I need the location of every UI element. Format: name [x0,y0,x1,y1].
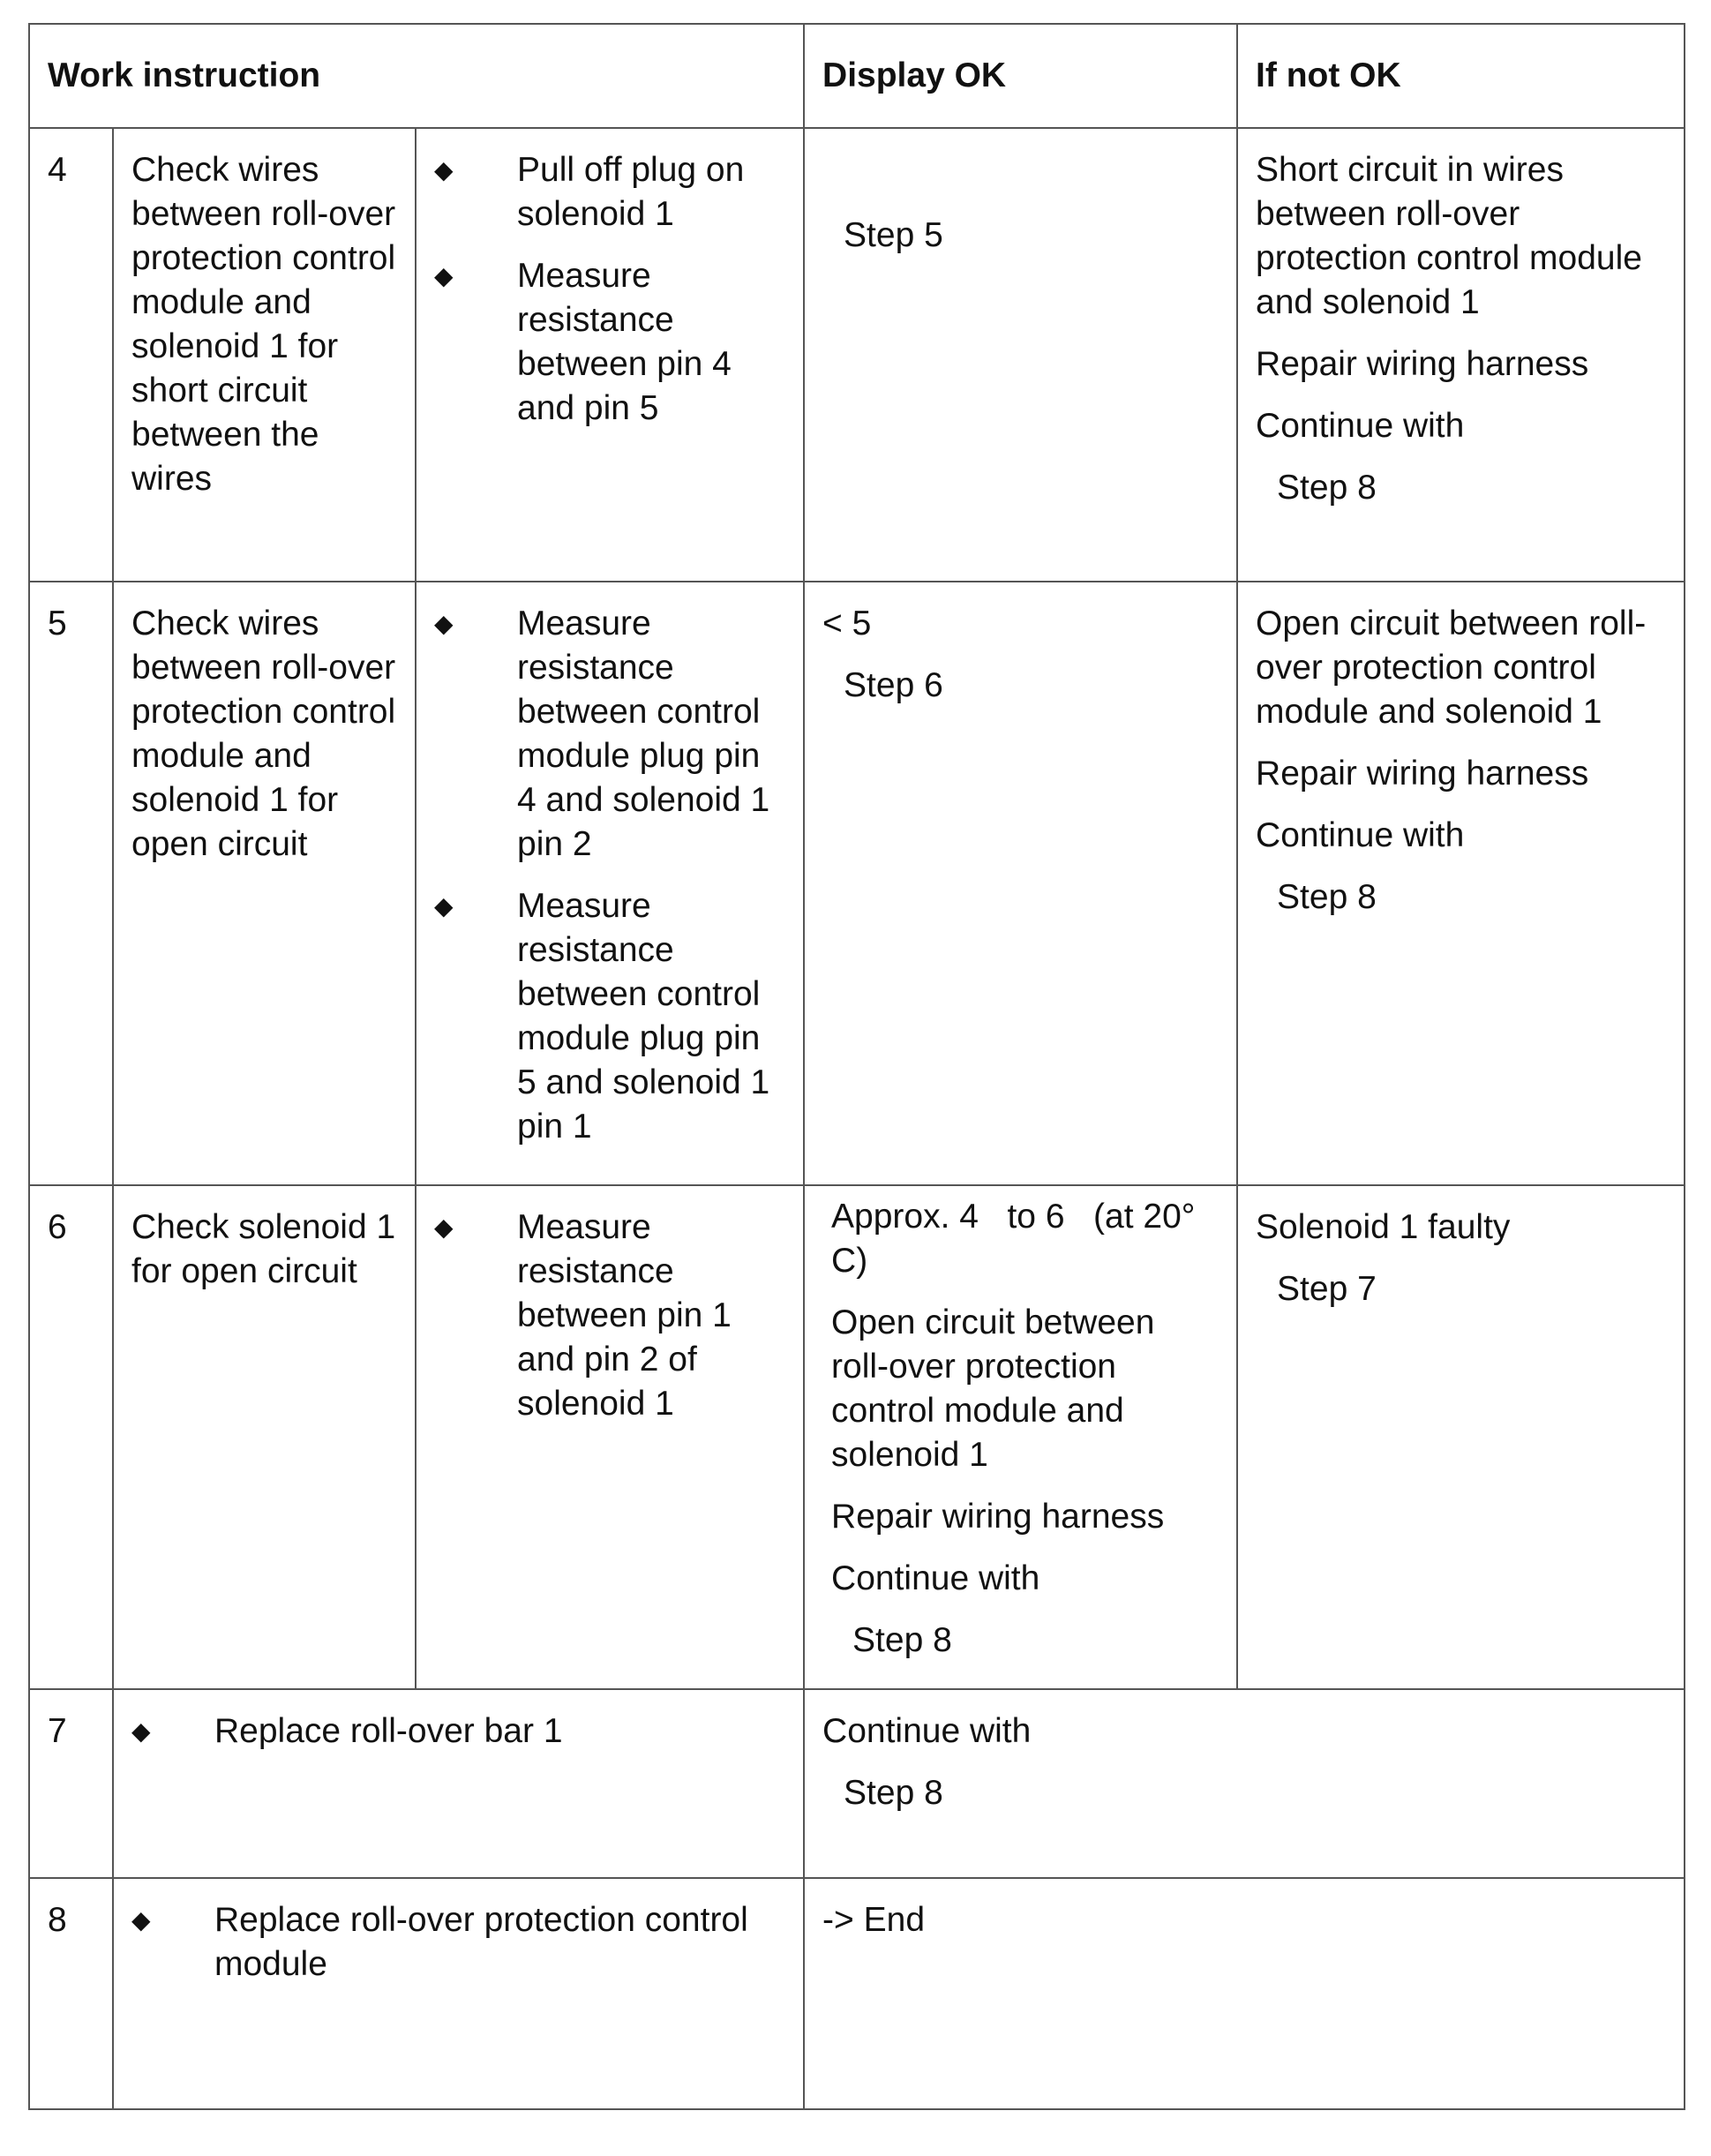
action-list [416,128,804,582]
table-row [29,1878,1685,2109]
display-ok-cell [804,582,1237,1185]
ok-continue: Continue with [831,1559,1040,1597]
table-row [29,1689,1685,1878]
ok-end: -> End [822,1901,926,1939]
bullet-icon: ◆ [434,156,454,184]
action-item: ◆ Pull off plug on solenoid 1 [434,148,785,237]
display-ok-cell [804,1689,1685,1878]
header-display-ok: Display OK [804,24,1237,128]
action-list [416,1185,804,1689]
if-not-ok-cell [1237,128,1685,582]
work-instruction-table [28,23,1685,2110]
step-number: 7 [29,1689,113,1878]
fault-next-step: Step 7 [1277,1270,1377,1308]
if-not-ok-cell [1237,1185,1685,1689]
action-item: ◆ Replace roll-over protection control module [131,1898,785,1987]
bullet-icon: ◆ [131,1906,151,1934]
display-ok-cell [804,1185,1237,1689]
step-number: 5 [29,582,113,1185]
ok-value: < 5 [822,605,872,642]
fault-continue: Continue with [1256,816,1465,854]
header-if-not-ok: If not OK [1237,24,1685,128]
fault-action: Repair wiring harness [1256,345,1589,383]
action-list [113,1878,804,2109]
bullet-icon: ◆ [434,1213,454,1241]
bullet-icon: ◆ [434,892,454,920]
table-row [29,1185,1685,1689]
bullet-icon: ◆ [434,610,454,637]
action-item: ◆ Measure resistance between pin 1 and pin 2 of solenoid 1 [434,1206,785,1426]
header-work-instruction: Work instruction [29,24,804,128]
fault-description: Open circuit between roll-over protection control module and solenoid 1 [1256,605,1647,731]
check-description: Check wires between roll-over protection control module and solenoid 1 for short circuit between the wires [113,128,416,582]
fault-action: Repair wiring harness [1256,755,1589,793]
ok-next-step: Step 8 [852,1621,952,1659]
ok-continue: Continue with [822,1712,1032,1750]
display-ok-cell [804,1878,1685,2109]
fault-description: Solenoid 1 faulty [1256,1208,1511,1246]
header-row [29,24,1685,128]
table-row [29,582,1685,1185]
check-description: Check wires between roll-over protection control module and solenoid 1 for open circuit [113,582,416,1185]
action-item: ◆ Measure resistance between control module plug pin 4 and solenoid 1 pin 2 [434,602,785,867]
check-description: Check solenoid 1 for open circuit [113,1185,416,1689]
table-row [29,128,1685,582]
ok-value: Approx. 4 to 6 (at 20° C) [831,1198,1205,1280]
fault-next-step: Step 8 [1277,878,1377,916]
bullet-icon: ◆ [131,1717,151,1745]
ok-next-step: Step 6 [844,666,943,704]
if-not-ok-cell [1237,582,1685,1185]
fault-continue: Continue with [1256,407,1465,445]
step-number: 4 [29,128,113,582]
step-number: 6 [29,1185,113,1689]
ok-next-step: Step 8 [844,1774,943,1812]
ok-fault-description: Open circuit between roll-over protection control module and solenoid 1 [831,1303,1155,1474]
step-number: 8 [29,1878,113,2109]
fault-next-step: Step 8 [1277,469,1377,507]
bullet-icon: ◆ [434,262,454,289]
action-item: ◆ Measure resistance between control module plug pin 5 and solenoid 1 pin 1 [434,884,785,1149]
ok-fault-action: Repair wiring harness [831,1498,1165,1536]
action-item: ◆ Replace roll-over bar 1 [131,1709,785,1754]
action-list [416,582,804,1185]
action-item: ◆ Measure resistance between pin 4 and pin 5 [434,254,785,431]
action-list [113,1689,804,1878]
display-ok-cell [804,128,1237,582]
ok-next-step: Step 5 [844,216,943,254]
fault-description: Short circuit in wires between roll-over protection control module and solenoid 1 [1256,151,1642,321]
